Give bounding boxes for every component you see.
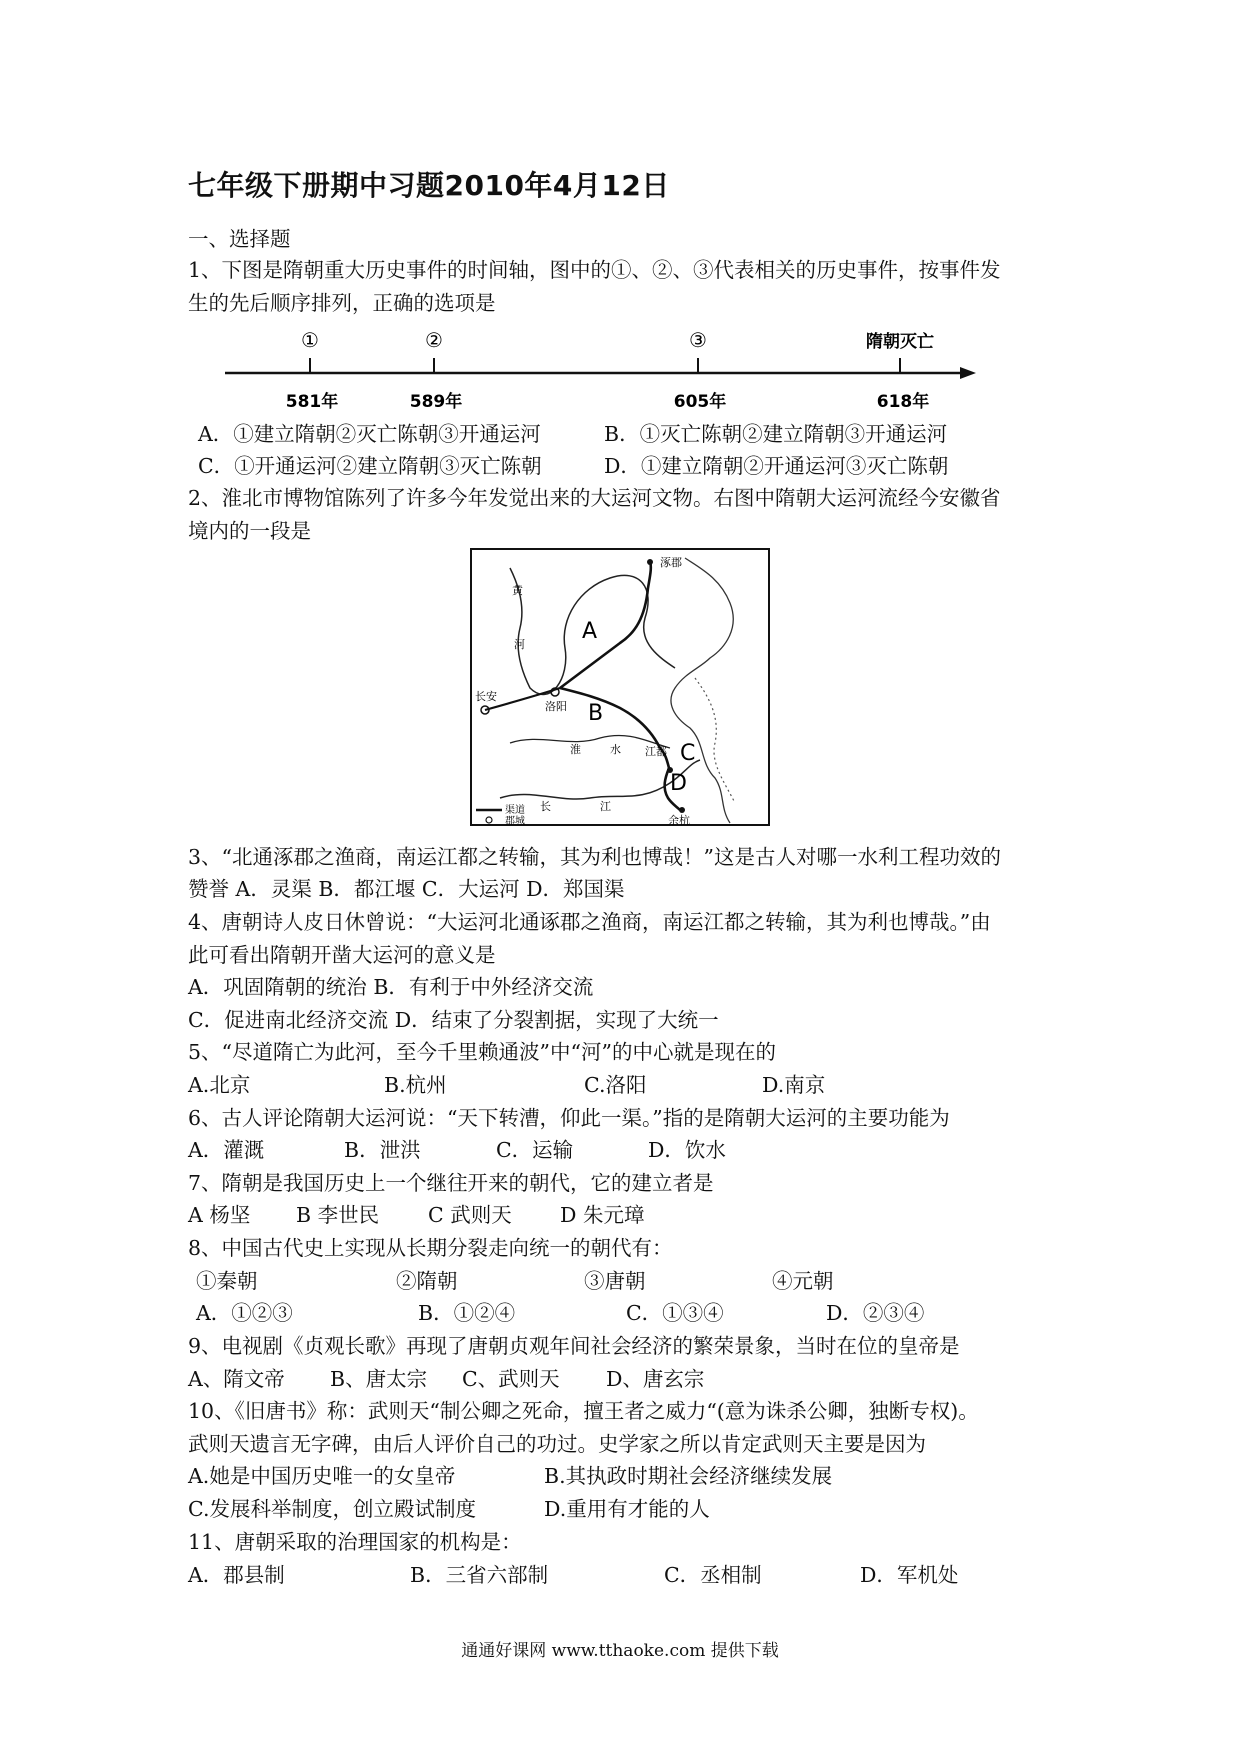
timeline-year-618: 618年: [876, 392, 930, 412]
page-footer: 通通好课网 www.tthaoke.com 提供下载: [461, 1641, 779, 1661]
question-3-options: 赞誉 A．灵渠 B．都江堰 C．大运河 D．郑国渠: [188, 877, 625, 901]
question-10-text-cont: 武则天遗言无字碑，由后人评价自己的功过。史学家之所以肯定武则天主要是因为: [188, 1432, 926, 1456]
question-1-option-a: A．①建立隋朝②灭亡陈朝③开通运河: [198, 422, 541, 446]
question-9-option-d: D、唐玄宗: [606, 1367, 705, 1391]
question-8-item-1: ①秦朝: [196, 1269, 258, 1293]
question-10-option-b: B.其执政时期社会经济继续发展: [544, 1464, 833, 1488]
map-label-chang: 长: [540, 800, 551, 813]
question-8-option-b: B．①②④: [418, 1301, 516, 1325]
question-9-text: 9、电视剧《贞观长歌》再现了唐朝贞观年间社会经济的繁荣景象，当时在位的皇帝是: [188, 1334, 960, 1358]
timeline-marker-sui-fall: 隋朝灭亡: [866, 332, 934, 352]
map-letter-b: B: [588, 701, 604, 726]
map-label-yuhang: 余杭: [668, 814, 690, 826]
question-6-text: 6、古人评论隋朝大运河说：“天下转漕，仰此一渠。”指的是隋朝大运河的主要功能为: [188, 1106, 950, 1130]
question-5-option-a: A.北京: [188, 1073, 251, 1097]
question-1-text: 1、下图是隋朝重大历史事件的时间轴，图中的①、②、③代表相关的历史事件，按事件发: [188, 258, 1001, 282]
timeline-marker-1: ①: [301, 328, 319, 352]
question-8-item-3: ③唐朝: [584, 1269, 646, 1293]
question-10-option-d: D.重用有才能的人: [544, 1497, 710, 1521]
question-7-option-d: D 朱元璋: [560, 1203, 645, 1227]
question-1-option-c: C．①开通运河②建立隋朝③灭亡陈朝: [198, 454, 542, 478]
page-title: 七年级下册期中习题2010年4月12日: [188, 169, 670, 202]
question-2-text: 2、淮北市博物馆陈列了许多今年发觉出来的大运河文物。右图中隋朝大运河流经今安徽省: [188, 486, 1001, 510]
map-city-zhuojun: [647, 559, 653, 565]
timeline-year-605: 605年: [673, 392, 727, 412]
question-11-option-b: B．三省六部制: [410, 1563, 549, 1587]
question-5-option-d: D.南京: [762, 1073, 826, 1097]
question-10-option-a: A.她是中国历史唯一的女皇帝: [188, 1464, 456, 1488]
map-label-huang: 黄: [512, 584, 523, 597]
question-7-text: 7、隋朝是我国历史上一个继往开来的朝代，它的建立者是: [188, 1171, 714, 1195]
question-1-text-cont: 生的先后顺序排列，正确的选项是: [188, 291, 496, 315]
grand-canal-map: [470, 548, 770, 826]
section-heading: 一、选择题: [188, 227, 291, 251]
map-label-shui: 水: [610, 743, 621, 756]
question-8-item-2: ②隋朝: [396, 1269, 458, 1293]
question-7-option-c: C 武则天: [428, 1203, 512, 1227]
question-1-option-b: B．①灭亡陈朝②建立隋朝③开通运河: [604, 422, 948, 446]
question-4-text: 4、唐朝诗人皮日休曾说：“大运河北通诼郡之渔商，南运江都之转输，其为利也博哉。”由: [188, 910, 991, 934]
timeline-marker-2: ②: [425, 328, 443, 352]
map-letter-d: D: [670, 771, 687, 796]
map-city-yuhang: [679, 807, 685, 813]
question-4-options-cd: C．促进南北经济交流 D．结束了分裂割据，实现了大统一: [188, 1008, 719, 1032]
map-label-he: 河: [514, 638, 525, 651]
question-7-option-b: B 李世民: [296, 1203, 380, 1227]
map-label-zhuojun: 涿郡: [660, 556, 682, 569]
question-11-option-d: D．军机处: [860, 1563, 959, 1587]
question-9-option-c: C、武则天: [462, 1367, 560, 1391]
question-10-text: 10、《旧唐书》称：武则天“制公卿之死命，擅王者之威力“(意为诛杀公卿，独断专权)。: [188, 1399, 979, 1423]
question-11-option-c: C．丞相制: [664, 1563, 762, 1587]
question-6-option-d: D．饮水: [648, 1138, 726, 1162]
question-8-option-d: D．②③④: [826, 1301, 925, 1325]
question-7-option-a: A 杨坚: [188, 1203, 251, 1227]
question-4-text-cont: 此可看出隋朝开凿大运河的意义是: [188, 943, 496, 967]
map-label-luoyang: 洛阳: [545, 700, 567, 713]
question-6-option-c: C．运输: [496, 1138, 574, 1162]
timeline-year-589: 589年: [409, 392, 463, 412]
question-2-text-cont: 境内的一段是: [188, 519, 311, 543]
question-10-option-c: C.发展科举制度，创立殿试制度: [188, 1497, 476, 1521]
question-8-text: 8、中国古代史上实现从长期分裂走向统一的朝代有：: [188, 1236, 673, 1260]
question-5-text: 5、“尽道隋亡为此河，至今千里赖通波”中“河”的中心就是现在的: [188, 1040, 776, 1064]
question-5-option-b: B.杭州: [384, 1073, 447, 1097]
map-label-huai: 淮: [570, 743, 581, 756]
question-8-option-c: C．①③④: [626, 1301, 724, 1325]
map-label-jiangdu: 江都: [645, 745, 667, 758]
map-letter-a: A: [582, 619, 598, 644]
question-3-text: 3、“北通涿郡之渔商，南运江都之转输，其为利也博哉！”这是古人对哪一水利工程功效的: [188, 845, 1002, 869]
question-4-options-ab: A．巩固隋朝的统治 B．有利于中外经济交流: [188, 975, 594, 999]
map-legend-city: 郡城: [505, 816, 525, 826]
question-8-option-a: A．①②③: [196, 1301, 293, 1325]
timeline-year-581: 581年: [285, 392, 339, 412]
timeline-arrow: [960, 367, 976, 379]
question-6-option-b: B．泄洪: [344, 1138, 421, 1162]
question-11-option-a: A．郡县制: [188, 1563, 285, 1587]
question-8-item-4: ④元朝: [772, 1269, 834, 1293]
question-5-option-c: C.洛阳: [584, 1073, 647, 1097]
timeline-marker-3: ③: [689, 328, 707, 352]
question-6-option-a: A．灌溉: [188, 1138, 265, 1162]
timeline-figure: [220, 325, 980, 417]
question-1-option-d: D．①建立隋朝②开通运河③灭亡陈朝: [604, 454, 949, 478]
question-9-option-b: B、唐太宗: [330, 1367, 428, 1391]
question-9-option-a: A、隋文帝: [188, 1367, 285, 1391]
map-label-changan: 长安: [475, 690, 497, 703]
map-letter-c: C: [680, 741, 696, 766]
map-label-jiang: 江: [600, 800, 611, 813]
question-11-text: 11、唐朝采取的治理国家的机构是：: [188, 1530, 522, 1554]
map-legend-canal: 渠道: [505, 805, 525, 816]
